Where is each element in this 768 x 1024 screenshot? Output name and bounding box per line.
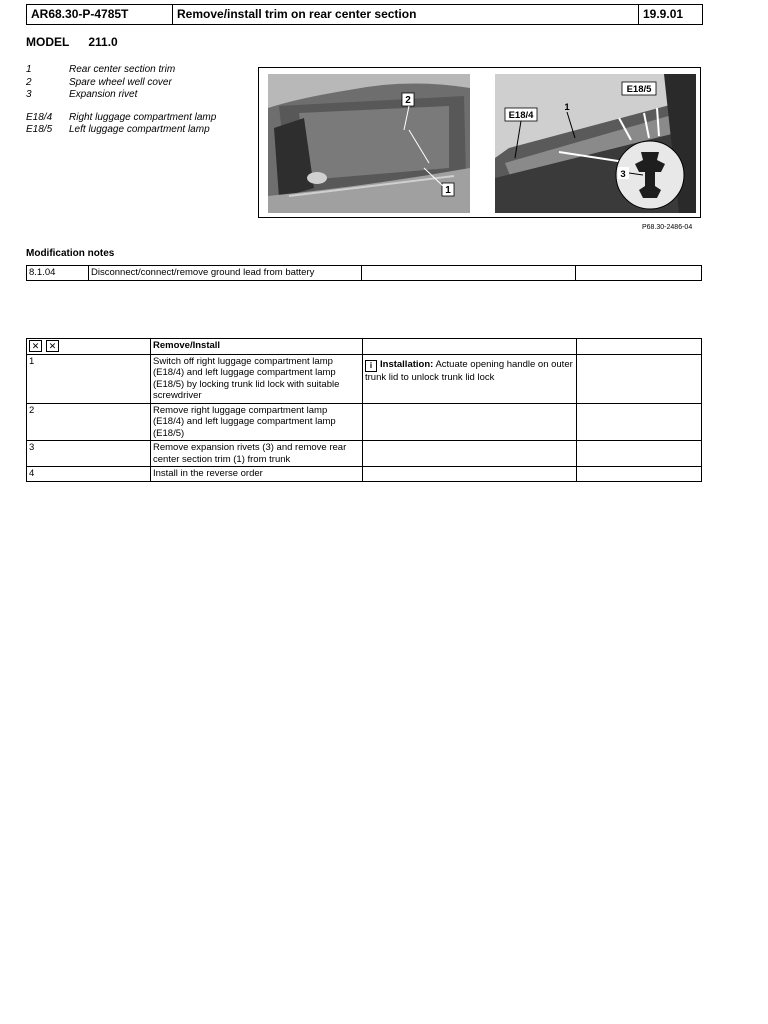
procedure-table bbox=[26, 338, 702, 482]
step-text: Remove expansion rivets (3) and remove rear center section trim (1) from trunk bbox=[151, 441, 363, 467]
model-label: MODEL bbox=[26, 35, 70, 49]
model-line bbox=[26, 35, 118, 49]
legend bbox=[26, 64, 216, 137]
legend-item: E18/5 Left luggage compartment lamp bbox=[26, 124, 210, 135]
step-text: Switch off right luggage compartment lamp (E18/4) and left luggage compartment lamp (E18/5) by locking trunk lid lock with suitable screwdriver bbox=[151, 354, 363, 403]
legend-item: 1 Rear center section trim bbox=[26, 64, 176, 75]
document-date: 19.9.01 bbox=[643, 7, 684, 21]
step-text: Install in the reverse order bbox=[151, 467, 363, 482]
callout-label: 1 bbox=[564, 102, 570, 113]
document-header bbox=[26, 4, 703, 25]
document-id: AR68.30-P-4785T bbox=[27, 5, 173, 24]
tool-icon: ✕ bbox=[46, 340, 59, 352]
note-text: Disconnect/connect/remove ground lead from battery bbox=[89, 266, 362, 281]
table-row bbox=[27, 403, 702, 441]
model-value: 211.0 bbox=[88, 35, 118, 49]
document-title: Remove/install trim on rear center section bbox=[173, 5, 639, 24]
step-number: 3 bbox=[27, 441, 151, 467]
table-row bbox=[27, 467, 702, 482]
figure-reference: P68.30-2486-04 bbox=[642, 224, 693, 231]
modification-notes-title: Modification notes bbox=[26, 248, 115, 259]
info-icon: i bbox=[365, 360, 377, 372]
legend-item: E18/4 Right luggage compartment lamp bbox=[26, 111, 217, 123]
note-date: 8.1.04 bbox=[27, 266, 89, 281]
tool-icon: ✕ bbox=[29, 340, 42, 352]
table-header-row bbox=[27, 339, 702, 355]
step-number: 4 bbox=[27, 467, 151, 482]
modification-notes-table bbox=[26, 265, 702, 281]
callout-label: 2 bbox=[405, 95, 411, 106]
trunk-illustration bbox=[258, 67, 701, 218]
table-row bbox=[27, 354, 702, 403]
callout-label: E18/4 bbox=[508, 110, 534, 121]
callout-label: E18/5 bbox=[626, 84, 652, 95]
legend-item: 3 Expansion rivet bbox=[26, 89, 138, 100]
table-row bbox=[27, 441, 702, 467]
table-row bbox=[27, 266, 702, 281]
step-text: Remove right luggage compartment lamp (E18/4) and left luggage compartment lamp (E18/5) bbox=[151, 403, 363, 441]
step-number: 2 bbox=[27, 403, 151, 441]
step-number: 1 bbox=[27, 354, 151, 403]
step-note: i Installation: Actuate opening handle on outer trunk lid to unlock trunk lid lock bbox=[363, 354, 577, 403]
procedure-header: Remove/Install bbox=[151, 339, 363, 355]
trunk-photos bbox=[259, 68, 700, 217]
callout-label: 1 bbox=[445, 185, 451, 196]
legend-item: 2 Spare wheel well cover bbox=[26, 76, 172, 88]
tool-icons-cell bbox=[27, 339, 151, 355]
callout-label: 3 bbox=[620, 169, 626, 180]
